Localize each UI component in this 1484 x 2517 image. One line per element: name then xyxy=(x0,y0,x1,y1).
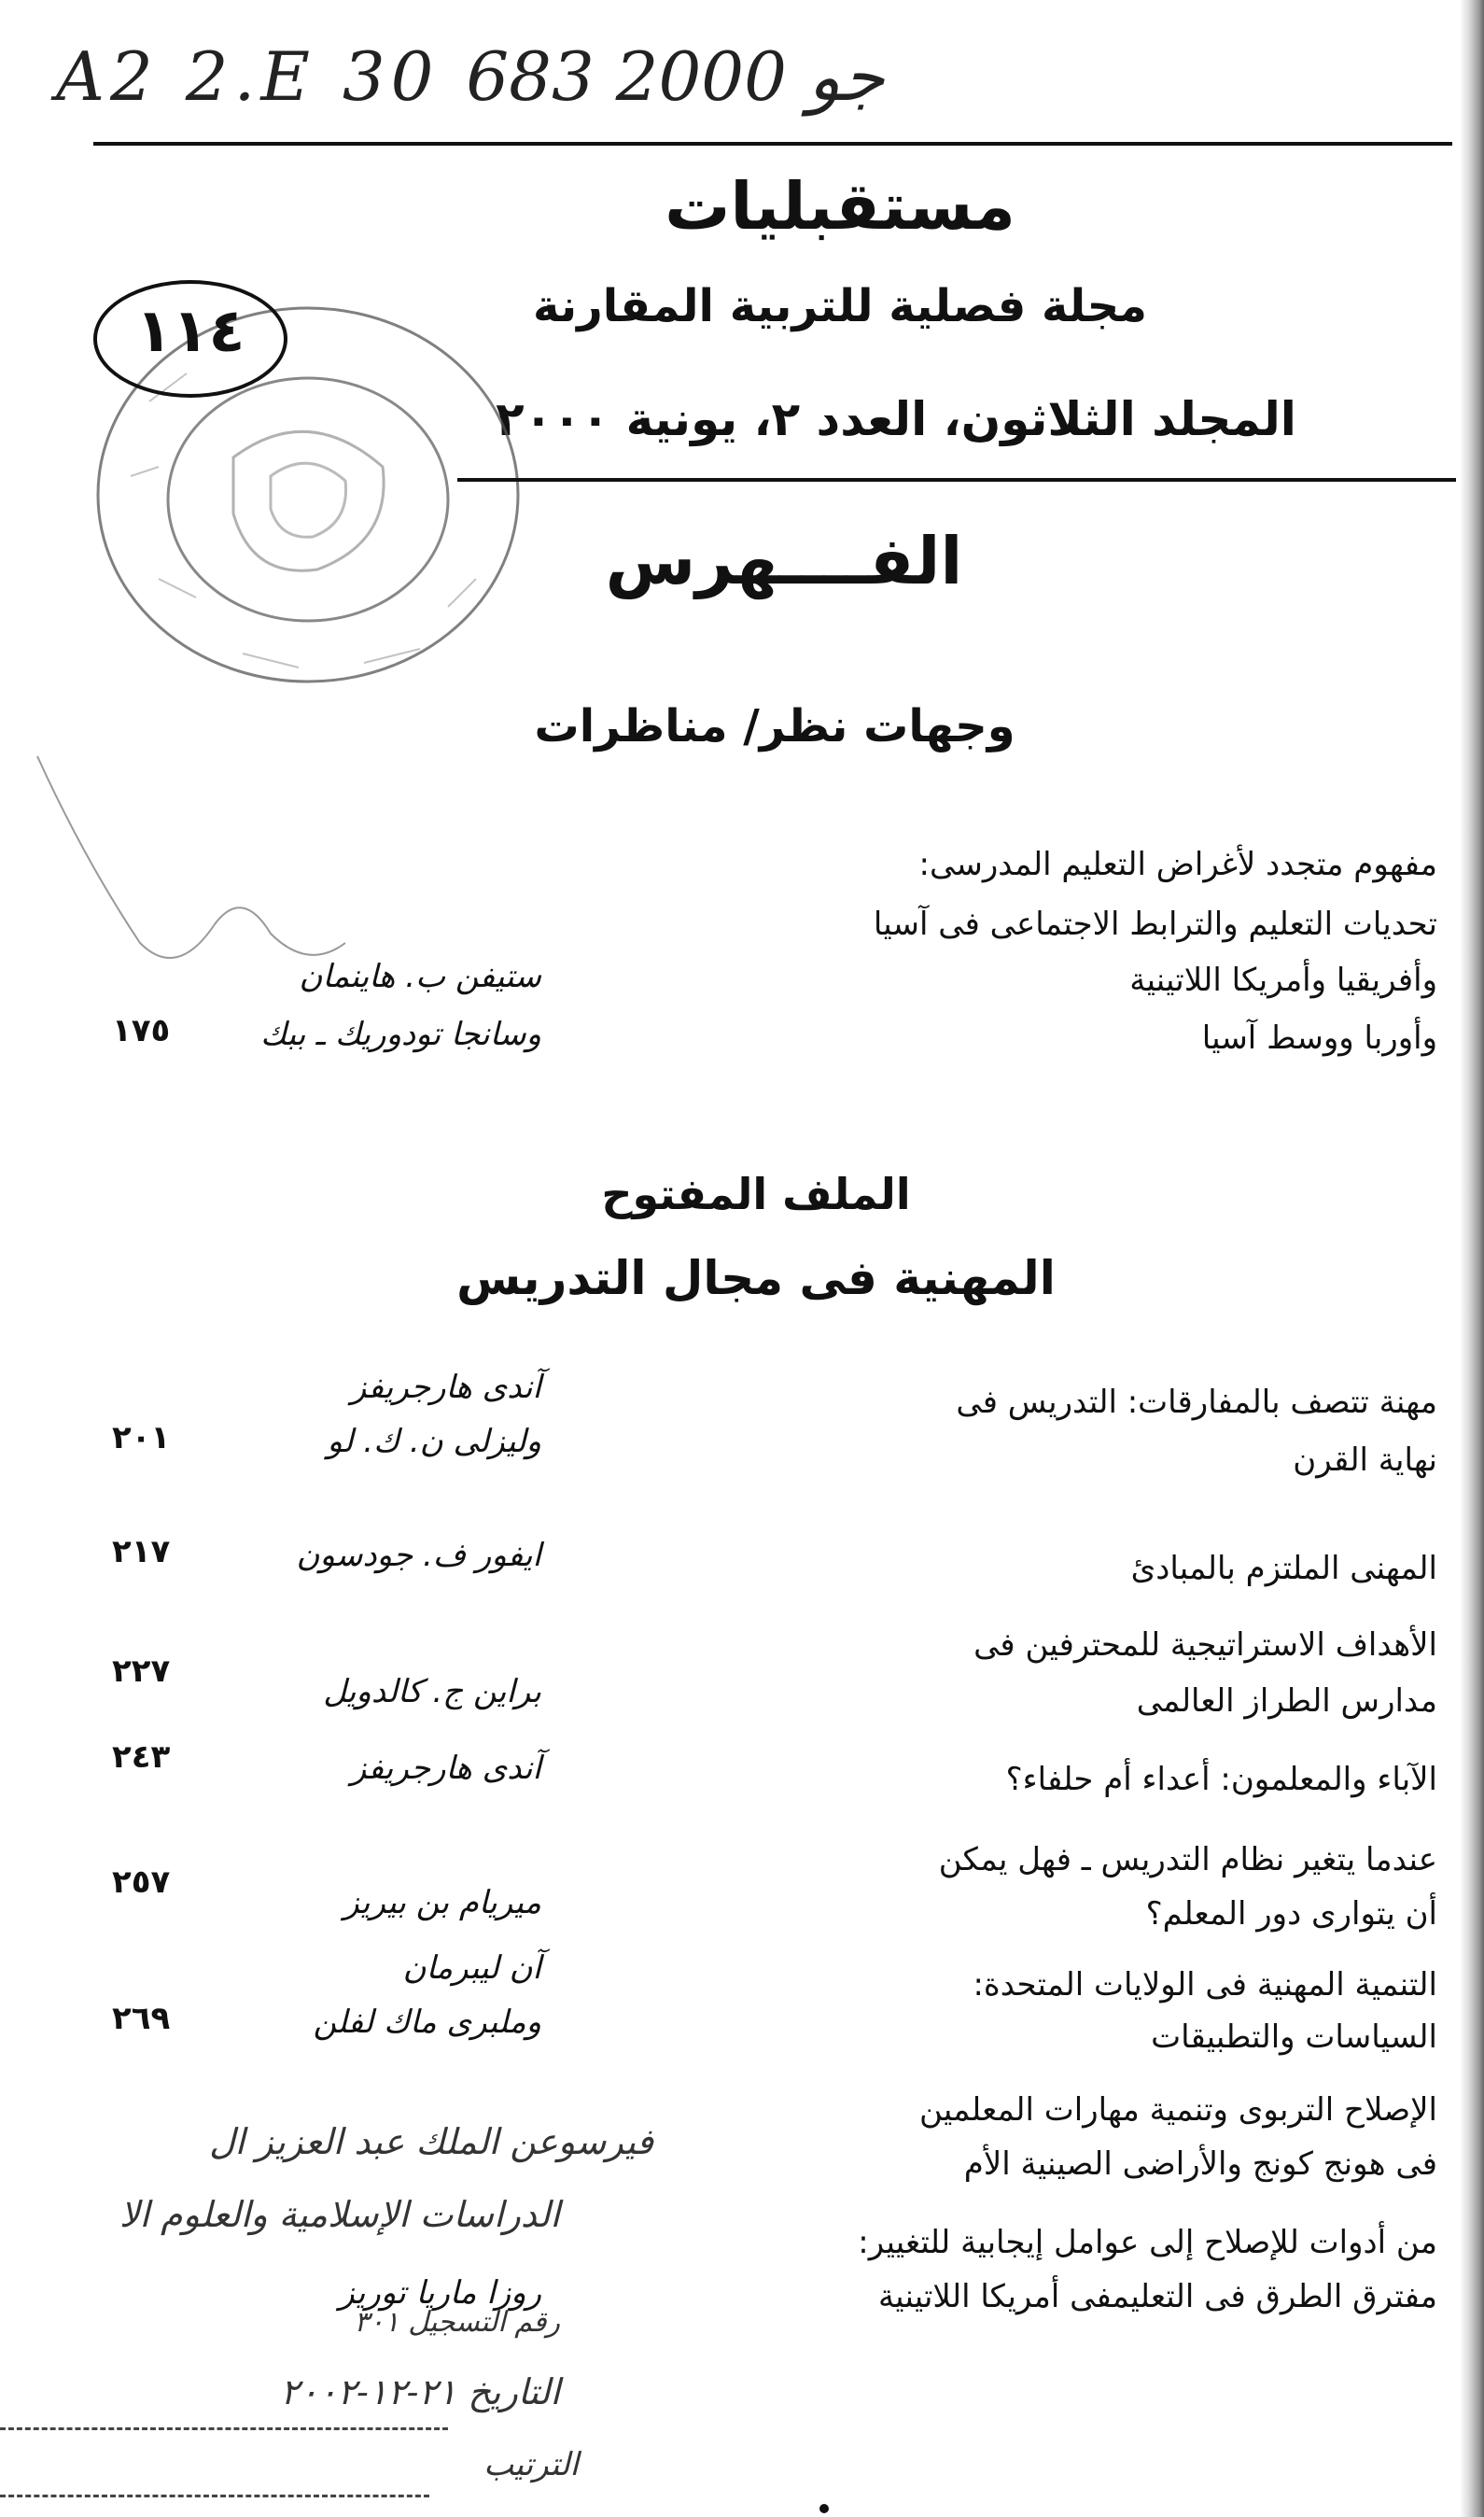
article-author-line: ميريام بن بيريز xyxy=(343,1884,541,1921)
seal-emblem xyxy=(233,431,384,570)
handwritten-catalog-number: A2 2.E 30 جو 2000 683 xyxy=(56,37,885,116)
article-page-number: ٢١٧ xyxy=(112,1533,171,1570)
article-title-line: أن يتوارى دور المعلم؟ xyxy=(1145,1895,1437,1933)
section-heading-teaching-profession: المهنية فى مجال التدريس xyxy=(456,1251,1056,1305)
article-page-number: ٢٠١ xyxy=(112,1419,171,1456)
article-author-line: وليزلى ن. ك. لو xyxy=(327,1423,541,1460)
seal-text-mark xyxy=(243,654,299,668)
bottom-ink-dot xyxy=(819,2504,829,2513)
circled-issue-number-text: ١١٤ xyxy=(135,297,245,366)
article-author-line: آندى هارجريفز xyxy=(350,1750,541,1787)
article-title-line: نهاية القرن xyxy=(1293,1441,1437,1479)
header-rule-top xyxy=(93,142,1452,146)
article-title-line: مفهوم متجدد لأغراض التعليم المدرسى: xyxy=(918,846,1437,883)
stamp-order-underline xyxy=(0,2495,429,2497)
article-page-number: ٢٥٧ xyxy=(112,1863,171,1901)
article-title-line: وأوربا ووسط آسيا xyxy=(1201,1019,1437,1057)
article-title-line: من أدوات للإصلاح إلى عوامل إيجابية للتغيير: xyxy=(858,2224,1437,2261)
article-title-line: السياسات والتطبيقات xyxy=(1151,2018,1437,2056)
article-page-number: ١٧٥ xyxy=(112,1012,171,1049)
scan-edge-shadow xyxy=(1460,0,1484,2517)
article-page-number: ٢٤٣ xyxy=(112,1738,171,1776)
seal-text-mark xyxy=(131,467,159,476)
article-title-line: عندما يتغير نظام التدريس ـ فهل يمكن xyxy=(938,1841,1437,1878)
article-title-line: الآباء والمعلمون: أعداء أم حلفاء؟ xyxy=(1005,1761,1437,1798)
journal-subtitle: مجلة فصلية للتربية المقارنة xyxy=(533,280,1147,332)
article-page-number: ٢٢٧ xyxy=(112,1652,171,1690)
section-heading-perspectives: وجهات نظر/ مناظرات xyxy=(534,700,1015,752)
journal-name: مستقبليات xyxy=(665,168,1015,245)
article-title-line: وأفريقيا وأمريكا اللاتينية xyxy=(1129,962,1437,999)
library-stamp-line: التاريخ ٢١-١٢-٢٠٠٢ xyxy=(280,2371,560,2412)
library-stamp-line: الدراسات الإسلامية والعلوم الا xyxy=(119,2194,560,2235)
toc-title: الفــــهرس xyxy=(605,523,963,599)
article-title-line: التنمية المهنية فى الولايات المتحدة: xyxy=(973,1966,1437,2004)
article-title-line: مفترق الطرق فى التعليمفى أمريكا اللاتينية xyxy=(877,2278,1437,2315)
article-title-line: مهنة تتصف بالمفارقات: التدريس فى xyxy=(956,1384,1437,1421)
article-author-line: وسانجا تودوريك ـ ببك xyxy=(260,1016,541,1053)
article-title-line: الأهداف الاستراتيجية للمحترفين فى xyxy=(973,1626,1437,1664)
article-page-number: ٢٦٩ xyxy=(112,2000,171,2037)
library-stamp-line: رقم التسجيل ٣٠١ xyxy=(354,2306,560,2339)
library-stamp-line: الترتيب xyxy=(483,2446,579,2483)
pen-scribble-stroke xyxy=(37,756,345,958)
article-title-line: فى هونج كونج والأراضى الصينية الأم xyxy=(963,2145,1437,2183)
volume-line: المجلد الثلاثون، العدد ٢، يونية ٢٠٠٠ xyxy=(496,392,1296,446)
article-author-line: وملبرى ماك لفلن xyxy=(313,2004,541,2041)
article-author-line: روزا ماريا توريز xyxy=(339,2274,541,2312)
article-title-line: مدارس الطراز العالمى xyxy=(1136,1682,1437,1720)
article-title-line: المهنى الملتزم بالمبادئ xyxy=(1130,1550,1437,1587)
article-title-line: الإصلاح التربوى وتنمية مهارات المعلمين xyxy=(919,2091,1437,2129)
article-author-line: ايفور ف. جودسون xyxy=(296,1537,541,1574)
article-author-line: آندى هارجريفز xyxy=(350,1369,541,1406)
article-author-line: ستيفن ب. هاينمان xyxy=(299,958,541,995)
article-title-line: تحديات التعليم والترابط الاجتماعى فى آسيا xyxy=(873,906,1437,943)
section-heading-open-file: الملف المفتوح xyxy=(601,1169,911,1219)
article-author-line: آن ليبرمان xyxy=(402,1949,541,1987)
seal-inner-ring xyxy=(168,378,448,621)
seal-text-mark xyxy=(159,579,196,598)
article-author-line: براين ج. كالدويل xyxy=(323,1673,541,1710)
seal-emblem-inner xyxy=(271,463,346,537)
header-rule-bottom xyxy=(457,478,1456,482)
library-stamp-line: فيرسوعن الملك عبد العزيز ال xyxy=(209,2121,653,2162)
seal-text-mark xyxy=(448,579,476,607)
stamp-date-underline xyxy=(0,2427,448,2430)
